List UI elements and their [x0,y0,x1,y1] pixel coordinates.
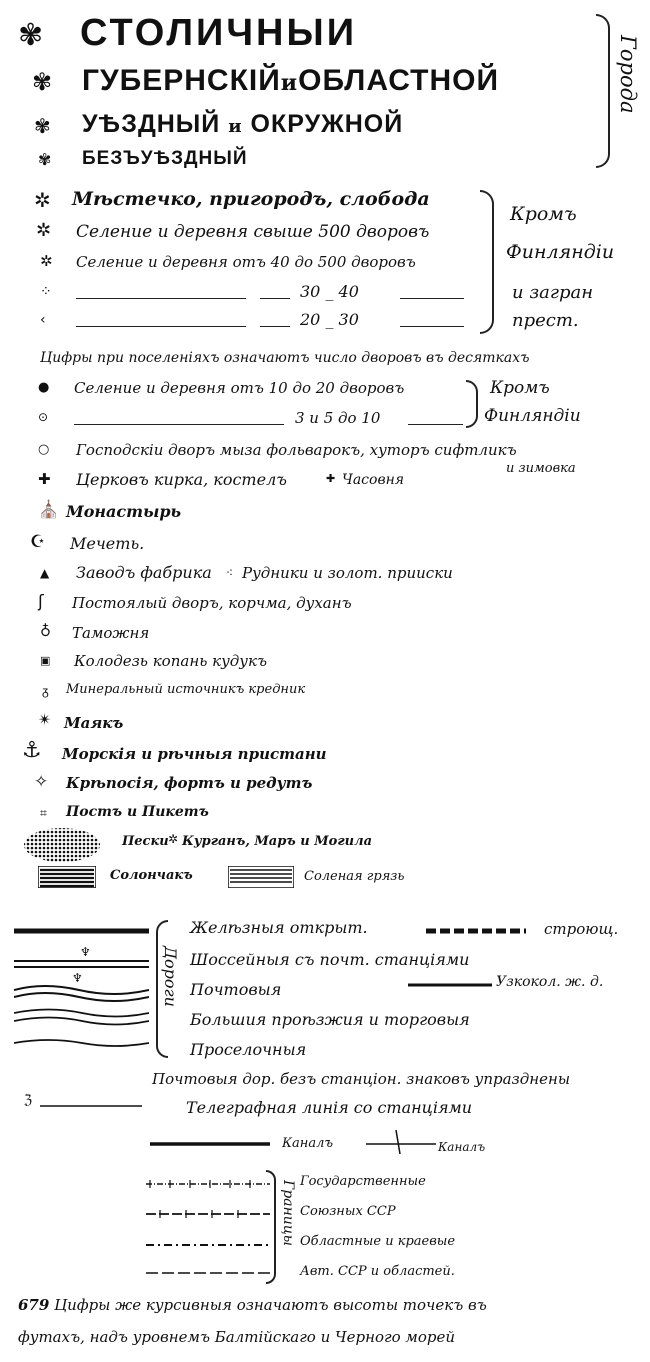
church-label: Церковъ кирка, костелъ [76,470,287,489]
portage-label: Каналъ [438,1140,486,1154]
well-label: Колодезь копань кудукъ [74,652,267,670]
lighthouse-icon: ✴ [38,710,52,729]
district-label-b: ОКРУЖНОЙ [250,110,404,138]
mosque-label: Мечеть. [70,534,145,553]
large-road-label: Большия проѣзжия и торговыя [190,1010,470,1029]
railway-build-symbol [426,926,526,936]
r30-40-dash-b [260,298,290,299]
estate-icon: ○ [38,442,50,457]
salt-marsh-swatch [38,866,96,888]
well-icon: ▣ [40,654,51,667]
border-autonomous-label: Авт. ССР и областей. [300,1264,455,1279]
except-label-4: прест. [512,310,579,331]
telegraph-symbol [14,1090,144,1116]
except-label-1: Кромъ [510,203,577,225]
r20-30-dash-a [76,326,246,327]
border-autonomous-symbol [146,1268,270,1278]
border-state-label: Государственные [300,1174,426,1189]
provincial-city-label [82,64,499,98]
mineral-spring-icon: ᵹ [42,684,49,698]
settlements-bracket [480,190,494,334]
harbor-label: Морскiя и рѣчныя пристани [62,745,327,763]
highway-label: Шоссейныя съ почт. станцiями [190,950,470,969]
borders-bracket-label: Границы [280,1180,296,1246]
r40-500-icon: ✲ [40,252,53,270]
mineral-label: Минеральный источникъ кредник [66,682,306,697]
border-regional-symbol [146,1240,270,1250]
highway-symbol [14,944,149,972]
r40-500-label: Селение и деревня отъ 40 до 500 дворовъ [76,253,416,271]
postal-road-symbol [14,972,149,1002]
r30-40-dash-c [400,298,464,299]
railway-open-label: Желѣзныя открыт. [190,918,368,937]
provincial-label-b: ОБЛАСТНОЙ [298,64,500,97]
monastery-icon: ⛪ [38,500,60,520]
lighthouse-label: Маякъ [64,714,124,732]
postal-no-station-label: Почтовыя дор. безъ станцiон. знаковъ упразднены [152,1070,571,1088]
r3-5-dash-a [74,424,284,425]
r30-40-dash-a [76,298,246,299]
chapel-label: Часовня [342,472,405,488]
inn-label: Постоялый дворъ, корчма, духанъ [72,594,352,612]
border-state-symbol [146,1178,270,1190]
provincial-label-i: и [280,70,299,96]
narrow-gauge-symbol [408,980,492,990]
postal-road-label: Почтовыя [190,980,282,999]
monastery-label: Монастырь [66,502,182,521]
small-except-2: Финляндiи [484,406,581,426]
kurgan-label: Курганъ, Маръ и Могила [182,834,373,849]
provincial-label-a: ГУБЕРНСКIЙ [82,64,281,97]
footer-line-1 [18,1296,487,1314]
sands-label: Пески [122,834,169,849]
border-union-symbol [146,1208,270,1220]
canal-symbol [150,1138,270,1150]
district-city-icon: ✾ [34,114,51,138]
over500-label: Селение и деревня свыше 500 дворовъ [76,222,430,242]
narrow-gauge-label: Узкокол. ж. д. [496,974,604,990]
sands-swatch [22,826,102,864]
district-label-a: УѢЗДНЫЙ [82,110,221,138]
inn-icon: ʃ [38,592,44,612]
estate-label-2: и зимовка [506,461,576,476]
over500-icon: ✲ [36,220,52,241]
border-regional-label: Областные и краевые [300,1234,456,1249]
kurgan-icon: ✲ [168,832,179,846]
r3-5-label: 3 и 5 до 10 [295,409,381,427]
anchor-icon: ⚓ [22,738,42,763]
mines-label: Рудники и золот. прииски [242,564,453,582]
r10-20-icon: ● [38,380,50,395]
salt-marsh-label: Солончакъ [110,868,193,883]
r20-30-dash-c [400,326,464,327]
except-label-2: Финляндiи [506,241,615,263]
r3-5-dash-b [408,424,463,425]
except-label-3: и загран [512,282,594,303]
mestechko-icon: ✲ [34,188,51,212]
portage-symbol [366,1128,436,1154]
church-icon: ✚ [38,470,51,488]
capital-city-label: СТОЛИЧНЫИ [80,12,358,54]
capital-city-icon: ✾ [18,18,44,53]
railway-open-symbol [14,924,149,938]
provincial-city-icon: ✾ [32,68,53,96]
r20-30-label: 20 _ 30 [300,310,359,329]
cities-bracket-label: Города [616,35,640,114]
post-icon: ⌗ [40,806,47,820]
nondistrict-city-icon: ✾ [38,150,52,169]
small-bracket [466,380,478,428]
footer-line-2: футахъ, надъ уровнемъ Балтiйскаго и Черного морей [18,1328,455,1346]
borders-bracket [266,1170,276,1284]
fortress-icon: ✧ [34,772,49,792]
factory-icon: ▲ [40,566,50,580]
country-road-symbol [14,1036,149,1050]
cities-bracket [596,14,610,168]
canal-label: Каналъ [282,1136,334,1151]
svg-text:♆: ♆ [80,945,91,959]
district-city-label [82,110,403,139]
tens-note: Цифры при поселенiяхъ означаютъ число дворовъ въ десяткахъ [40,350,530,366]
r20-30-icon: ‹ [40,312,46,328]
svg-text:♆: ♆ [72,972,83,985]
salt-mud-label: Соленая грязь [304,869,405,884]
telegraph-label: Телеграфная линiя со станцiями [186,1098,473,1117]
r30-40-icon: ⁘ [40,284,52,300]
r3-5-icon: ⊙ [38,410,49,424]
r20-30-dash-b [260,326,290,327]
roads-bracket-label: Дороги [161,946,180,1007]
salt-mud-swatch [228,866,294,888]
fortress-label: Крѣпосiя, фортъ и редутъ [66,774,313,792]
factory-label: Заводъ фабрика [76,563,212,582]
mines-icon: ⁖ [226,566,234,580]
r30-40-label: 30 _ 40 [300,282,359,301]
footer-text-1: Цифры же курсивныя означаютъ высоты точекъ въ [54,1296,487,1314]
district-label-i: и [228,116,243,137]
mosque-icon: ☪ [30,532,46,552]
chapel-icon: ✚ [326,472,336,485]
large-road-symbol [14,1006,149,1028]
footer-number: 679 [18,1296,50,1314]
country-road-label: Проселочныя [190,1040,307,1059]
estate-label: Господскiи дворъ мыза фольварокъ, хуторъ сифтликъ [76,441,517,459]
svg-text:ℨ: ℨ [24,1093,33,1108]
customs-icon: ♁ [40,622,51,640]
border-union-label: Союзных ССР [300,1204,396,1219]
r10-20-label: Селение и деревня отъ 10 до 20 дворовъ [74,379,405,397]
small-except-1: Кромъ [490,378,550,398]
nondistrict-city-label: БЕЗЪУѢЗДНЫЙ [82,148,248,169]
post-label: Постъ и Пикетъ [66,804,209,820]
mestechko-label: Мѣстечко, пригородъ, слобода [72,188,430,210]
railway-build-label: строющ. [544,920,619,938]
customs-label: Таможня [72,624,150,642]
